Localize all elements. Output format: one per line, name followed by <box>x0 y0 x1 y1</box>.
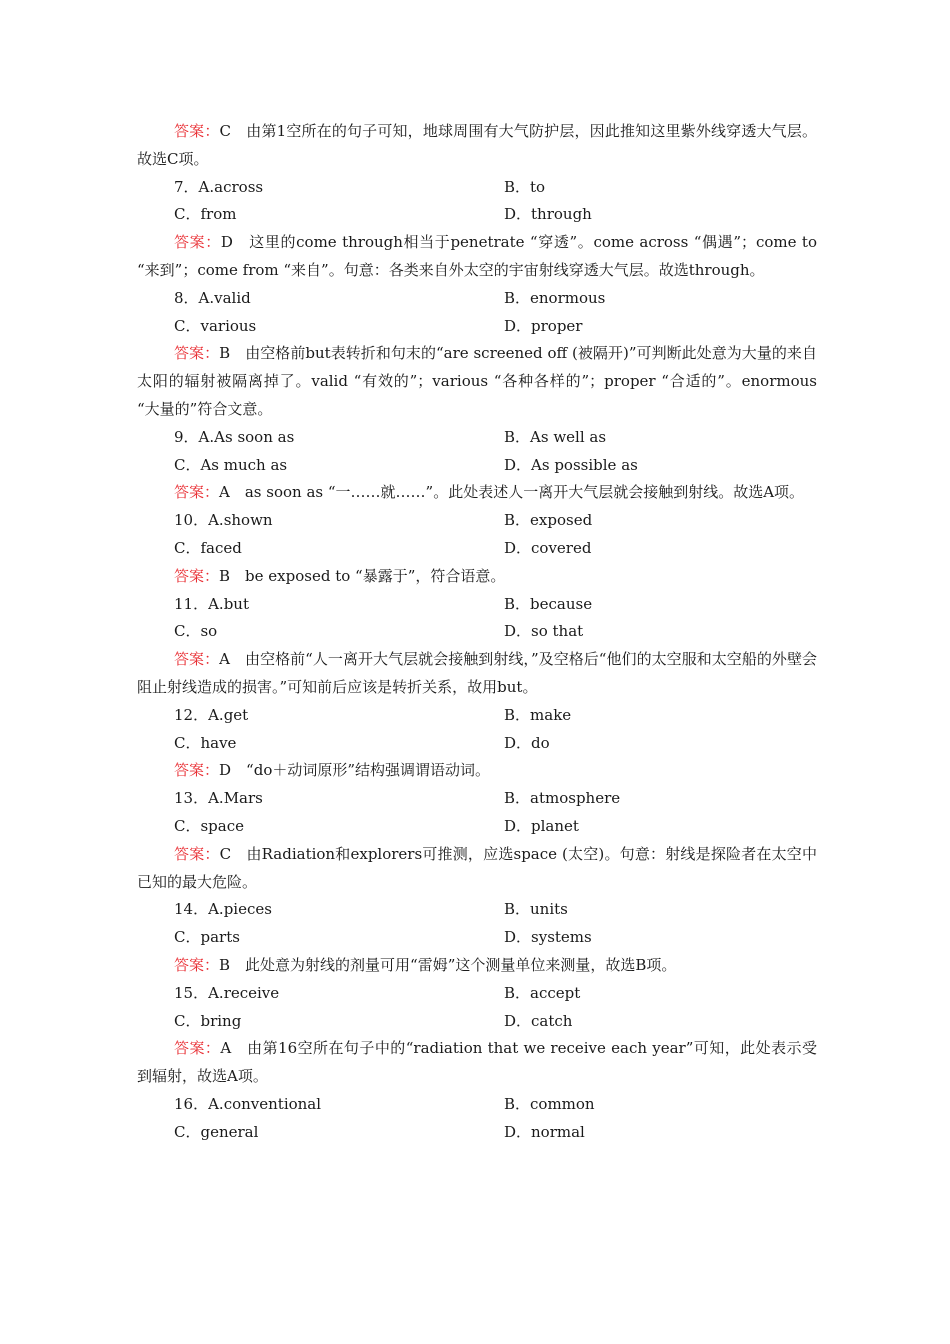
option-left: 14．A.pieces <box>174 900 272 919</box>
answer-text: D 这里的come through相当于penetrate “穿透”。come across “偶遇”；come to “来到”；come from “来自”。句意：各类来自外太空的宇宙射线穿透大气层。故选through。 <box>137 233 817 279</box>
option-right: D．As possible as <box>504 455 638 474</box>
option-row <box>137 174 817 202</box>
option-row <box>137 924 817 952</box>
option-left: C．from <box>174 205 237 224</box>
answer-text: B 由空格前but表转折和句末的“are screened off (被隔开)”可判断此处意为大量的来自太阳的辐射被隔离掉了。valid “有效的”；various “各种各样的”；proper “合适的”。enormous “大量的”符合文意。 <box>137 344 817 418</box>
option-left: 13．A.Mars <box>174 789 263 808</box>
answer-label: 答案： <box>174 233 221 252</box>
option-row <box>137 702 817 730</box>
option-right: B．common <box>504 1094 595 1113</box>
option-right: B．enormous <box>504 288 606 307</box>
answer-label: 答案： <box>174 1039 221 1058</box>
option-right: D．so that <box>504 622 584 641</box>
answer-label: 答案： <box>174 566 220 585</box>
option-row <box>137 507 817 535</box>
option-right: D．covered <box>504 538 592 557</box>
option-right: B．make <box>504 705 572 724</box>
answer-label: 答案： <box>174 761 220 780</box>
answer-text: A 由第16空所在句子中的“radiation that we receive each year”可知，此处表示受到辐射，故选A项。 <box>137 1039 817 1086</box>
answer-label: 答案： <box>174 483 220 502</box>
option-left: C．have <box>174 733 237 752</box>
option-row <box>137 535 817 563</box>
answer-label: 答案： <box>174 344 220 363</box>
option-left: C．space <box>174 816 244 835</box>
option-row <box>137 896 817 924</box>
option-left: 15．A.receive <box>174 983 280 1002</box>
answer-paragraph <box>137 952 817 980</box>
answer-label: 答案： <box>174 650 220 669</box>
option-left: 10．A.shown <box>174 511 273 530</box>
answer-paragraph <box>137 340 817 423</box>
option-row <box>137 285 817 313</box>
option-row <box>137 785 817 813</box>
option-right: D．do <box>504 733 550 752</box>
answer-text: C 由第1空所在的句子可知，地球周围有大气防护层，因此推知这里紫外线穿透大气层。故选C项。 <box>137 122 817 168</box>
answer-paragraph <box>137 757 817 785</box>
option-left: 8．A.valid <box>174 288 251 307</box>
option-left: C．general <box>174 1122 259 1141</box>
option-left: 7．A.across <box>174 177 264 196</box>
answer-text: C 由Radiation和explorers可推测，应选space (太空)。句意：射线是探险者在太空中已知的最大危险。 <box>137 844 817 891</box>
option-left: C．various <box>174 316 257 335</box>
answer-paragraph <box>137 646 817 702</box>
option-row <box>137 452 817 480</box>
option-left: C．faced <box>174 538 242 557</box>
option-row <box>137 424 817 452</box>
option-right: B．units <box>504 900 568 919</box>
option-left: C．bring <box>174 1011 242 1030</box>
answer-paragraph <box>137 118 817 174</box>
option-right: D．catch <box>504 1011 573 1030</box>
answer-paragraph <box>137 229 817 285</box>
option-row <box>137 591 817 619</box>
option-left: C．parts <box>174 928 240 947</box>
option-right: D．proper <box>504 316 583 335</box>
option-left: 9．A.As soon as <box>174 427 295 446</box>
answer-paragraph <box>137 1035 817 1091</box>
answer-paragraph <box>137 841 817 897</box>
answer-label: 答案： <box>174 844 220 863</box>
option-right: D．normal <box>504 1122 585 1141</box>
option-row <box>137 618 817 646</box>
option-row <box>137 1119 817 1147</box>
option-right: B．because <box>504 594 593 613</box>
answer-text: D “do＋动词原形”结构强调谓语动词。 <box>219 761 491 780</box>
option-right: B．to <box>504 177 546 196</box>
option-right: B．As well as <box>504 427 607 446</box>
document-page <box>137 118 817 1146</box>
option-row <box>137 1091 817 1119</box>
answer-label: 答案： <box>174 122 220 140</box>
option-left: 12．A.get <box>174 705 249 724</box>
option-right: B．exposed <box>504 511 593 530</box>
option-right: D．planet <box>504 816 579 835</box>
answer-label: 答案： <box>174 955 220 974</box>
option-row <box>137 201 817 229</box>
option-right: B．atmosphere <box>504 789 621 808</box>
answer-paragraph <box>137 563 817 591</box>
option-row <box>137 1008 817 1036</box>
option-left: 16．A.conventional <box>174 1094 322 1113</box>
answer-text: A 由空格前“人一离开大气层就会接触到射线，”及空格后“他们的太空服和太空船的外壁会阻止射线造成的损害。”可知前后应该是转折关系，故用but。 <box>137 650 817 696</box>
option-row <box>137 813 817 841</box>
answer-paragraph <box>137 479 817 507</box>
option-right: D．systems <box>504 928 592 947</box>
option-right: D．through <box>504 205 592 224</box>
option-left: C．so <box>174 622 218 641</box>
option-left: C．As much as <box>174 455 288 474</box>
option-row <box>137 313 817 341</box>
answer-text: A as soon as “一……就……”。此处表述人一离开大气层就会接触到射线。故选A项。 <box>219 483 805 502</box>
answer-text: B 此处意为射线的剂量可用“雷姆”这个测量单位来测量，故选B项。 <box>219 955 677 974</box>
option-row <box>137 980 817 1008</box>
answer-text: B be exposed to “暴露于”，符合语意。 <box>219 566 506 585</box>
option-right: B．accept <box>504 983 581 1002</box>
option-row <box>137 730 817 758</box>
option-left: 11．A.but <box>174 594 249 613</box>
